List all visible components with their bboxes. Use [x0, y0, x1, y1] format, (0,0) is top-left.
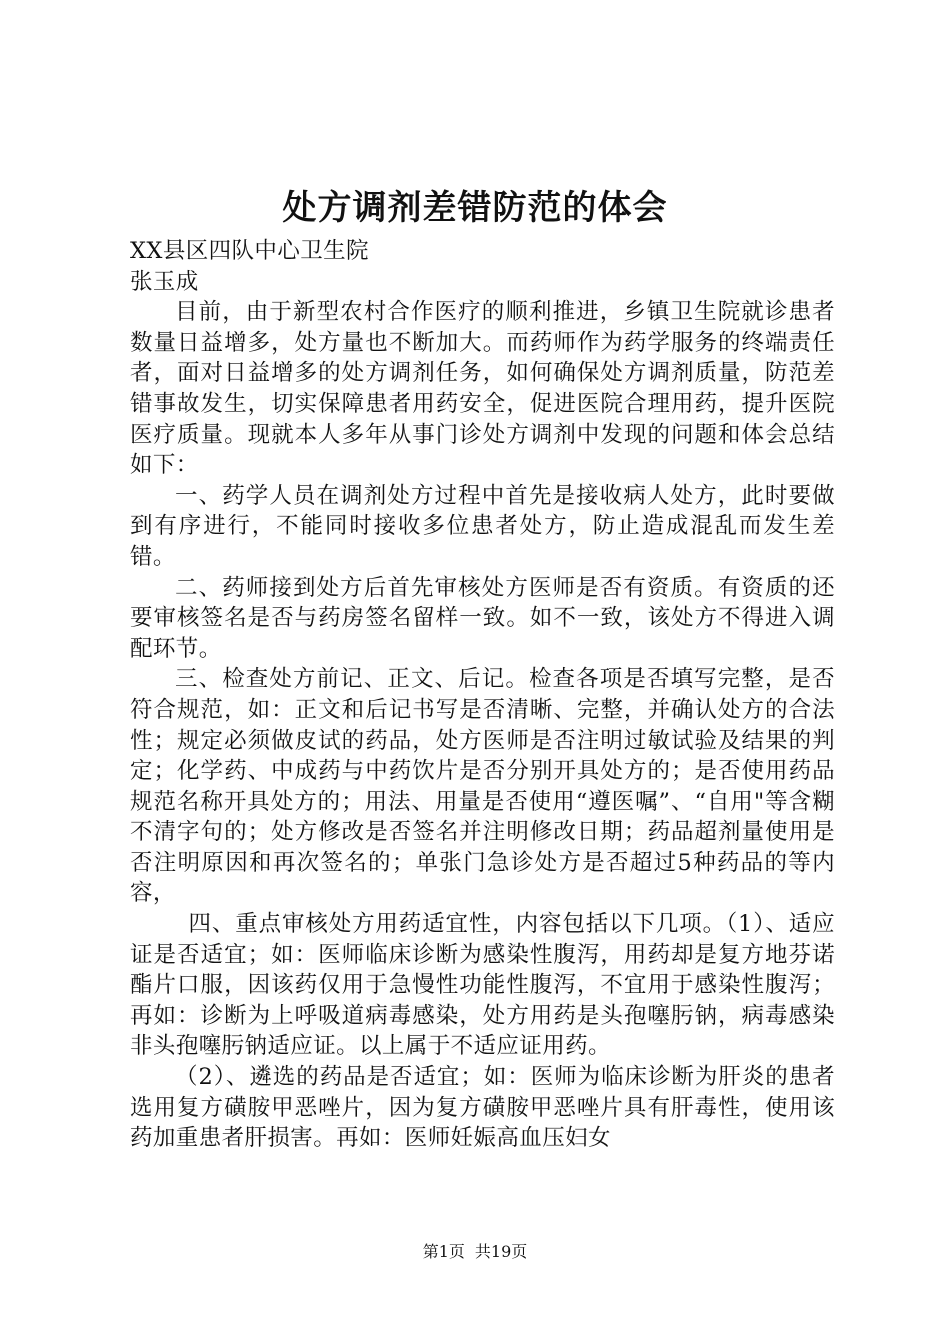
document-title: 处方调剂差错防范的体会 — [282, 188, 668, 228]
author-line: 张玉成 — [130, 268, 199, 295]
institution-line: XX县区四队中心卫生院 — [130, 238, 369, 264]
paragraph-point-4-2: （2）、遴选的药品是否适宜；如：医师为临床诊断为肝炎的患者选用复方磺胺甲恶唑片，因为复方磺胺甲恶唑片具有肝毒性，使用该药加重患者肝损害。再如：医师妊娠高血压妇女 — [130, 1064, 835, 1152]
paragraph-point-2: 二、药师接到处方后首先审核处方医师是否有资质。有资质的还要审核签名是否与药房签名留样一致。如不一致，该处方不得进入调配环节。 — [130, 574, 835, 662]
page-number: 第1页 — [422, 1242, 465, 1261]
page-footer — [0, 1241, 950, 1263]
document-body — [130, 236, 835, 1154]
paragraph-point-3: 三、检查处方前记、正文、后记。检查各项是否填写完整，是否符合规范，如：正文和后记书写是否清晰、完整，并确认处方的合法性；规定必须做皮试的药品，处方医师是否注明过敏试验及结果的判定；化学药、中成药与中药饮片是否分别开具处方的；是否使用药品规范名称开具处方的；用法、用量是否使用“遵医嘱”、“自用"等含糊不清字句的；处方修改是否签名并注明修改日期；药品超剂量使用是否注明原因和再次签名的；单张门急诊处方是否超过5种药品的等内容， — [130, 666, 835, 907]
paragraph-point-1: 一、药学人员在调剂处方过程中首先是接收病人处方，此时要做到有序进行，不能同时接收多位患者处方，防止造成混乱而发生差错。 — [130, 482, 835, 570]
paragraph-point-4: 四、重点审核处方用药适宜性，内容包括以下几项。（1）、适应证是否适宜；如：医师临床诊断为感染性腹泻，用药却是复方地芬诺酯片口服，因该药仅用于急慢性功能性腹泻，不宜用于感染性腹泻；再如：诊断为上呼吸道病毒感染，处方用药是头孢噻肟钠，病毒感染非头孢噻肟钠适应证。以上属于不适应证用药。 — [130, 911, 835, 1060]
page-total: 共19页 — [474, 1242, 528, 1261]
paragraph-intro: 目前，由于新型农村合作医疗的顺利推进，乡镇卫生院就诊患者数量日益增多，处方量也不断加大。而药师作为药学服务的终端责任者，面对日益增多的处方调剂任务，如何确保处方调剂质量，防范差错事故发生，切实保障患者用药安全，促进医院合理用药，提升医院医疗质量。现就本人多年从事门诊处方调剂中发现的问题和体会总结如下： — [130, 299, 835, 479]
